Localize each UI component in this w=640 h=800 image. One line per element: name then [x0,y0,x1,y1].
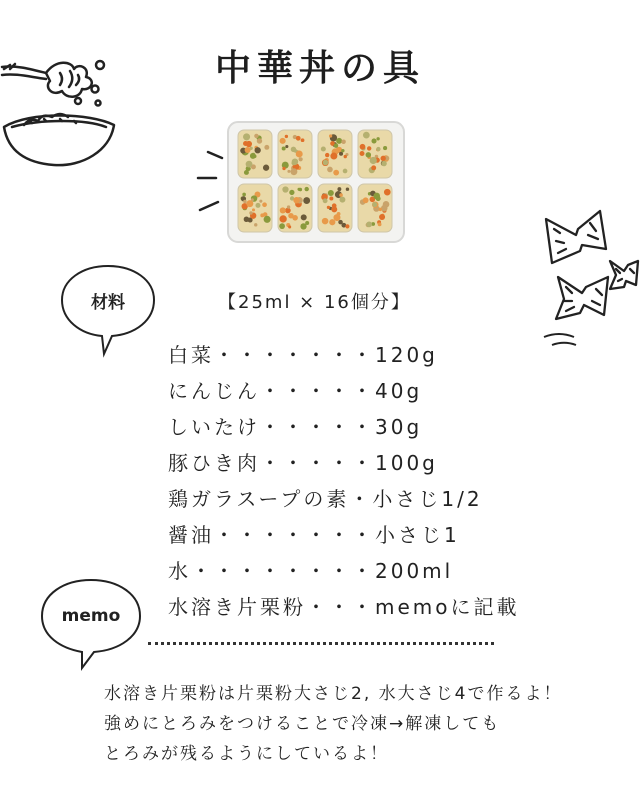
tray-food-bit [259,200,262,203]
tray-food-bit [336,138,342,144]
tray-food-bit [264,145,269,150]
tray-food-bit [279,223,285,229]
ingredients-speech-bubble [58,262,158,358]
tray-food-bit [376,137,379,140]
memo-speech-bubble [38,576,144,672]
page-title: 中華丼の具 [214,48,425,89]
tray-food-bit [303,197,310,204]
tray-food-bit [378,222,382,226]
tray-food-bit [383,201,390,208]
tray-food-bit [299,157,303,161]
tray-food-bit [341,140,346,145]
tray-food-bit [366,152,372,158]
tray-food-bit [341,149,344,152]
tray-food-bit [337,187,341,191]
tray-food-bit [343,169,348,174]
tray-food-bit [288,213,293,218]
tray-food-bit [323,160,329,166]
tray-food-bit [292,158,298,164]
ingredients-label: 材料 [91,293,125,313]
tray-food-bit [384,189,391,196]
tray-food-bit [246,141,252,147]
ingredient-item: 白菜・・・・・・・120g [168,343,438,367]
memo-line: とろみが残るようにしているよ！ [104,744,389,764]
tray-food-bit [305,187,309,191]
tray-food-bit [328,190,334,196]
ingredient-item: 水溶き片栗粉・・・memoに記載 [168,595,520,619]
tray-food-bit [346,187,349,190]
memo-line: 強めにとろみをつけることで冷凍→解凍しても [104,714,501,734]
tray-food-bit [330,153,337,160]
tray-food-bit [338,220,343,225]
tray-food-bit [254,223,257,226]
tray-food-bit [296,150,303,157]
tray-food-bit [245,147,251,153]
tray-food-bit [339,197,345,203]
tray-food-bit [339,152,343,156]
tray-food-bit [329,219,335,225]
tray-food-bit [325,153,329,157]
tray-food-bit [370,157,377,164]
tray-food-bit [252,208,255,211]
tray-food-bit [293,197,300,204]
whisk-bowl-icon [0,55,125,175]
tray-food-bit [345,224,349,228]
tray-food-bit [264,216,271,223]
tray-food-bit [285,145,288,148]
tray-food-bit [331,206,337,212]
tray-food-bit [380,156,385,161]
tray-food-bit [255,147,261,153]
memo-label: memo [61,606,121,626]
dotted-divider [148,642,494,645]
tray-food-bit [263,165,269,171]
tray-food-bit [333,214,340,221]
tray-food-bit [296,136,301,141]
memo-note [104,679,562,769]
tray-food-bit [279,215,286,222]
tray-food-bit [246,161,253,168]
tray-food-bit [329,134,332,137]
tray-food-bit [344,155,347,158]
ingredient-list [168,337,520,625]
tray-food-bit [285,135,288,138]
tray-food-bit [301,138,305,142]
tray-food-bit [371,165,376,170]
tray-food-bit [262,202,267,207]
tray-food-bit [289,190,294,195]
tray-food-bit [246,200,253,207]
tray-food-bit [333,170,339,176]
ingredient-item: にんじん・・・・・40g [168,379,423,403]
portion-size: 【25ml × 16個分】 [218,292,411,313]
tray-food-bit [363,132,370,139]
tray-food-bit [363,197,369,203]
tray-food-bit [242,193,246,197]
tray-food-bit [282,147,286,151]
tray-food-bit [300,223,306,229]
tray-food-bit [299,188,303,192]
ingredient-item: しいたけ・・・・・30g [168,415,423,439]
tray-food-bit [250,153,256,159]
memo-line: 水溶き片栗粉は片栗粉大さじ2, 水大さじ4で作るよ！ [104,684,563,704]
tray-food-bit [282,167,285,170]
tray-food-bit [379,214,385,220]
tray-food-bit [376,147,380,151]
tray-food-bit [321,146,326,151]
ingredient-item: 豚ひき肉・・・・・100g [168,451,438,475]
tray-food-bit [379,208,382,211]
tray-food-bit [301,214,307,220]
tray-food-bit [282,186,288,192]
tray-food-bit [359,151,364,156]
tray-food-bit [322,218,329,225]
tray-food-bit [260,213,264,217]
tray-food-bit [383,146,387,150]
tray-food-bit [244,216,250,222]
tray-food-bit [334,143,339,148]
ingredient-item: 水・・・・・・・・200ml [168,559,454,583]
tray-food-bit [257,138,262,143]
ingredient-item: 鶏ガラスープの素・小さじ1/2 [168,487,483,511]
tray-food-bit [287,205,290,208]
tray-food-bit [329,196,333,200]
tray-food-bit [327,206,330,209]
tray-food-bit [381,161,387,167]
tray-food-bit [243,200,246,203]
farfalle-pasta-icon [538,205,640,355]
tray-food-bit [280,138,286,144]
tray-food-bit [371,138,376,143]
tray-food-bit [376,196,381,201]
tray-food-bit [280,207,286,213]
tray-food-bit [367,146,371,150]
tray-food-bit [339,193,343,197]
tray-food-bit [360,144,366,150]
tray-food-bit [366,221,372,227]
tray-food-bit [372,202,377,207]
tray-food-bit [287,170,290,173]
tray-food-bit [255,203,260,208]
tray-food-bit [290,168,297,175]
tray-food-bit [288,225,291,228]
food-tray-image [190,116,410,250]
ingredient-item: 醤油・・・・・・・小さじ1 [168,523,460,547]
tray-food-bit [243,133,250,140]
tray-food-bit [249,211,252,214]
tray-food-bit [327,167,333,173]
tray-food-bit [254,134,258,138]
tray-food-bit [323,198,328,203]
